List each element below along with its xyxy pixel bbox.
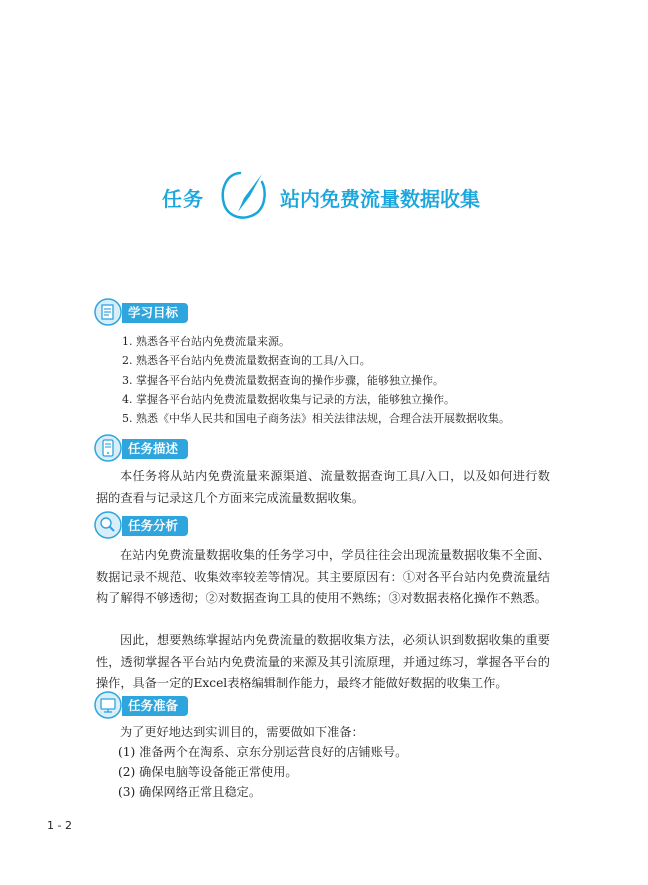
page-number: 1 - 2 bbox=[47, 819, 72, 832]
preparation-item: (3) 确保网络正常且稳定。 bbox=[118, 785, 262, 799]
preparation-item: (2) 确保电脑等设备能正常使用。 bbox=[118, 765, 298, 779]
title-prefix: 任务 bbox=[162, 187, 204, 211]
objective-item: 2. 熟悉各平台站内免费流量数据查询的工具/入口。 bbox=[122, 354, 371, 367]
objective-item: 4. 掌握各平台站内免费流量数据收集与记录的方法，能够独立操作。 bbox=[122, 393, 455, 406]
objective-item: 1. 熟悉各平台站内免费流量来源。 bbox=[122, 335, 290, 348]
objective-item: 3. 掌握各平台站内免费流量数据查询的操作步骤，能够独立操作。 bbox=[122, 374, 444, 387]
tablet-icon bbox=[94, 434, 122, 462]
task-number-emblem bbox=[216, 168, 268, 224]
description-paragraph: 本任务将从站内免费流量来源渠道、流量数据查询工具/入口，以及如何进行数据的查看与记录这几个方面来完成流量数据收集。 bbox=[96, 469, 550, 505]
section-label: 任务准备 bbox=[122, 696, 188, 716]
preparation-item: (1) 准备两个在淘系、京东分别运营良好的店铺账号。 bbox=[118, 745, 408, 759]
analysis-icon bbox=[94, 511, 122, 539]
section-label: 任务分析 bbox=[122, 516, 188, 536]
section-label: 学习目标 bbox=[122, 303, 188, 323]
monitor-icon bbox=[94, 691, 122, 719]
title-main: 站内免费流量数据收集 bbox=[280, 187, 480, 211]
chapter-title bbox=[158, 168, 518, 228]
section-label: 任务描述 bbox=[122, 439, 188, 459]
analysis-paragraph: 因此，想要熟练掌握站内免费流量的数据收集方法，必须认识到数据收集的重要性，透彻掌握各平台站内免费流量的来源及其引流原理，并通过练习，掌握各平台的操作，具备一定的Excel表格编辑制作能力，最终才能做好数据的收集工作。 bbox=[96, 633, 550, 691]
analysis-paragraph: 在站内免费流量数据收集的任务学习中，学员往往会出现流量数据收集不全面、数据记录不规范、收集效率较差等情况。其主要原因有：①对各平台站内免费流量结构了解得不够透彻；②对数据查询工具的使用不熟练；③对数据表格化操作不熟悉。 bbox=[96, 548, 550, 606]
objective-item: 5. 熟悉《中华人民共和国电子商务法》相关法律法规，合理合法开展数据收集。 bbox=[122, 412, 510, 425]
document-icon bbox=[94, 298, 122, 326]
preparation-intro: 为了更好地达到实训目的，需要做如下准备： bbox=[120, 725, 364, 739]
